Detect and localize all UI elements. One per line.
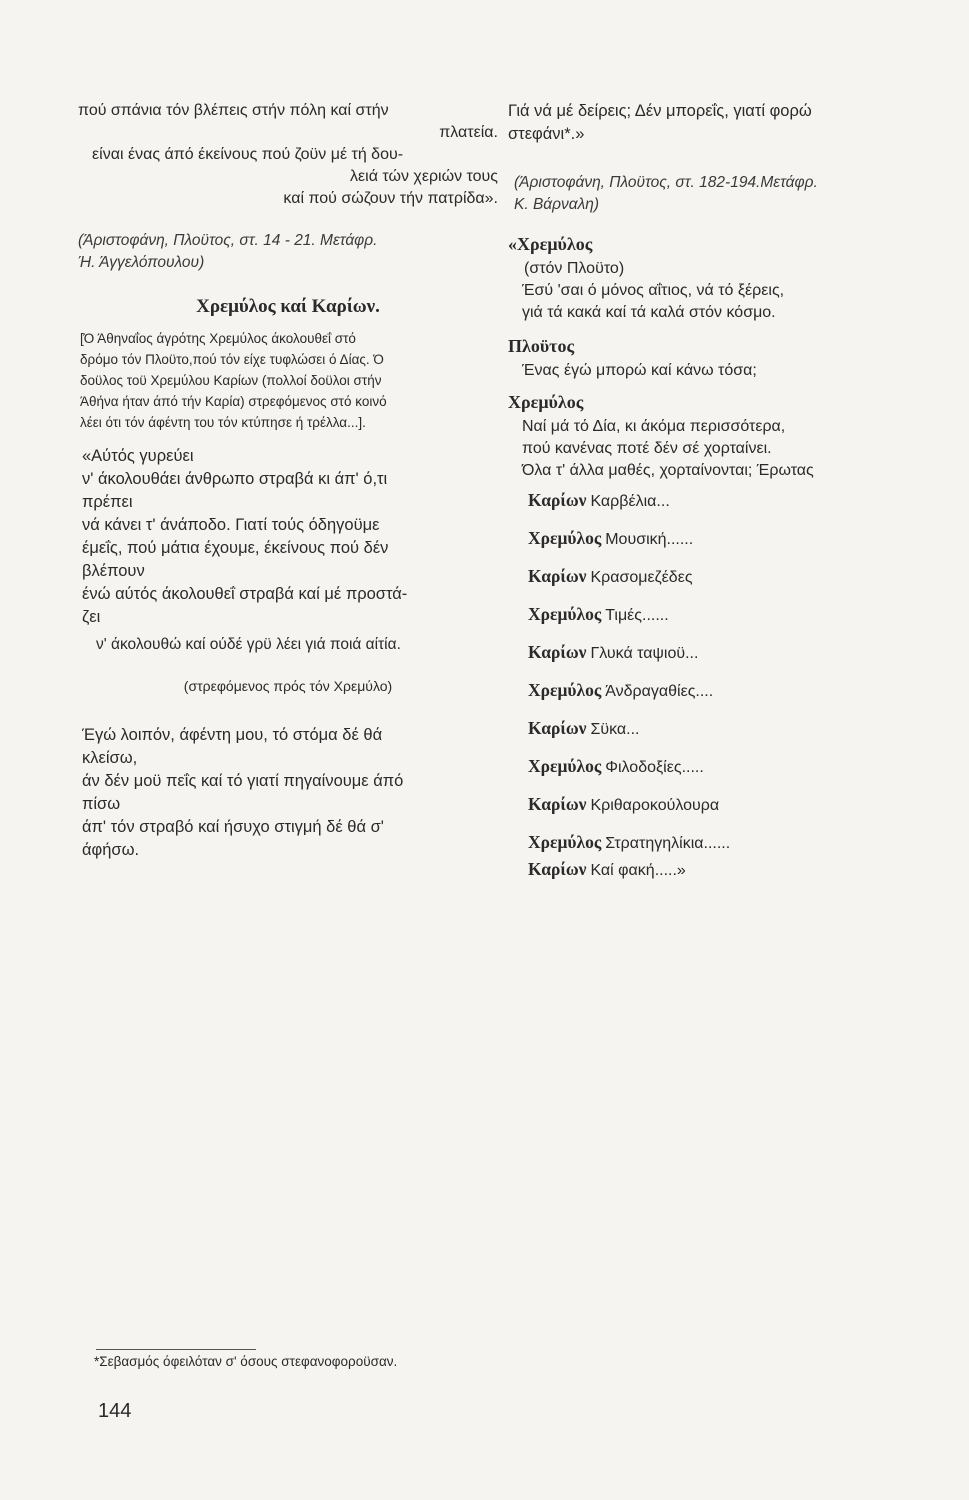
- dialogue-exchange: [528, 678, 918, 703]
- footnote: *Σεβασμός όφειλόταν σ' όσους στεφανοφοροϋσαν.: [94, 1354, 398, 1369]
- verse-block: [82, 724, 498, 862]
- dialogue-text: Κριθαροκούλουρα: [590, 797, 720, 814]
- verse-line: άν δέν μοϋ πεΐς καί τό γιατί πηγαίνουμε άπό: [82, 772, 404, 790]
- speaker-name: «Χρεμύλος: [508, 234, 593, 254]
- dialogue-text: Καρβέλια...: [590, 493, 670, 510]
- verse-line: νά κάνει τ' άνάποδο. Γιατί τούς όδηγοϋμε: [82, 516, 380, 534]
- intro-line: λέει ότι τόν άφέντη του τόν κτύπησε ή τρέλλα...].: [80, 415, 366, 430]
- dialogue-text: Μουσική......: [605, 531, 694, 548]
- dialogue-exchange: [528, 488, 918, 513]
- verse-line: κλείσω,: [82, 749, 138, 767]
- dialogue-exchange: [528, 792, 918, 817]
- intro-line: Άθήνα ήταν άπό τήν Καρία) στρεφόμενος στό κοινό: [80, 394, 387, 409]
- page-number: 144: [98, 1400, 132, 1422]
- dialogue-exchange: [528, 526, 918, 551]
- speaker-name: Χρεμύλος: [528, 832, 602, 852]
- speaker-name: Καρίων: [528, 859, 587, 879]
- dialogue-exchange: [528, 830, 918, 855]
- dialogue-text: Άνδραγαθίες....: [605, 683, 714, 700]
- dialogue-line: πού κανένας ποτέ δέν σέ χορταίνει.: [522, 440, 772, 457]
- stage-direction: (στρεφόμενος πρός τόν Χρεμύλο): [183, 678, 393, 694]
- dialogue-exchange: [528, 716, 918, 741]
- dialogue-exchange: [528, 564, 918, 589]
- speaker-name: Καρίων: [528, 718, 587, 738]
- section-title: Χρεμύλος καί Καρίων.: [196, 296, 380, 317]
- verse-line: άπ' τόν στραβό καί ήσυχο στιγμή δέ θά σ': [82, 818, 384, 836]
- dialogue-text: Στρατηγηλίκια......: [605, 835, 731, 852]
- dialogue-text: Καί φακή.....»: [590, 862, 686, 879]
- speaker-name: Χρεμύλος: [528, 604, 602, 624]
- citation: Ή. Άγγελόπουλου): [78, 254, 205, 271]
- dialogue-exchange: [528, 602, 918, 627]
- verse-line: Έγώ λοιπόν, άφέντη μου, τό στόμα δέ θά: [82, 726, 383, 744]
- verse-line: στεφάνι*.»: [508, 125, 585, 143]
- speaker-name: Καρίων: [528, 794, 587, 814]
- dialogue-line: Όλα τ' άλλα μαθές, χορταίνονται; Έρωτας: [522, 462, 814, 479]
- speaker-name: Καρίων: [528, 490, 587, 510]
- dialogue-line: γιά τά κακά καί τά καλά στόν κόσμο.: [522, 304, 776, 321]
- intro-line: δοϋλος τοϋ Χρεμύλου Καρίων (πολλοί δοϋλοι στήν: [80, 373, 382, 388]
- verse-line: ν' άκολουθάει άνθρωπο στραβά κι άπ' ό,τι: [82, 470, 388, 488]
- dialogue-exchange: [528, 754, 918, 779]
- verse-line: «Αύτός γυρεύει: [82, 447, 194, 465]
- dialogue-line: Έσύ 'σαι ό μόνος αΐτιος, νά τό ξέρεις,: [522, 282, 785, 299]
- dialogue-line: Ναί μά τό Δία, κι άκόμα περισσότερα,: [522, 418, 786, 435]
- citation: (Άριστοφάνη, Πλοϋτος, στ. 14 - 21. Μετάφρ.: [78, 232, 378, 249]
- speaker-name: Καρίων: [528, 566, 587, 586]
- verse-block: [82, 445, 498, 656]
- dialogue-line: Ένας έγώ μπορώ καί κάνω τόσα;: [522, 362, 757, 379]
- poem-line: καί πού σώζουν τήν πατρίδα».: [283, 190, 498, 207]
- intro-line: [Ό Άθηναΐος άγρότης Χρεμύλος άκολουθεΐ στό: [80, 331, 356, 346]
- verse-line: Γιά νά μέ δείρεις; Δέν μπορεΐς, γιατί φορώ: [508, 102, 812, 120]
- dialogue-text: Φιλοδοξίες.....: [605, 759, 704, 776]
- dialogue-exchange: [528, 640, 918, 665]
- dialogue-text: Σϋκα...: [590, 721, 640, 738]
- dialogue-text: Γλυκά ταψιοϋ...: [590, 645, 699, 662]
- citation: (Άριστοφάνη, Πλοϋτος, στ. 182-194.Μετάφρ.: [514, 174, 818, 191]
- verse-line: πρέπει: [82, 493, 133, 511]
- verse-line: πίσω: [82, 795, 121, 813]
- verse-line: έμεΐς, πού μάτια έχουμε, έκείνους πού δέν: [82, 539, 389, 557]
- left-column: [78, 100, 498, 862]
- speaker-name: Χρεμύλος: [528, 528, 602, 548]
- verse-line: ν' άκολουθώ καί ούδέ γρϋ λέει γιά ποιά αίτία.: [96, 636, 401, 653]
- poem-line: πού σπάνια τόν βλέπεις στήν πόλη καί στήν: [78, 102, 389, 119]
- footnote-rule: [96, 1349, 256, 1350]
- intro-line: δρόμο τόν Πλοϋτο,πού τόν είχε τυφλώσει ό Δίας. Ό: [80, 352, 384, 367]
- right-column: [508, 100, 918, 895]
- intro-paragraph: [80, 328, 498, 433]
- poem-line: λειά τών χεριών τους: [350, 168, 498, 185]
- speaker-name: Χρεμύλος: [528, 756, 602, 776]
- speaker-name: Χρεμύλος: [508, 392, 584, 412]
- citation: Κ. Βάρναλη): [514, 196, 599, 213]
- dialogue-text: Κρασομεζέδες: [590, 569, 693, 586]
- speaker-name: Καρίων: [528, 642, 587, 662]
- poem-line: είναι ένας άπό έκείνους πού ζοϋν μέ τή δου-: [92, 146, 404, 163]
- poem-line: πλατεία.: [439, 124, 498, 141]
- verse-line: ζει: [82, 608, 101, 626]
- dialogue-exchange: [528, 857, 918, 882]
- verse-line: βλέπουν: [82, 562, 145, 580]
- verse-line: άφήσω.: [82, 841, 140, 859]
- dialogue-list: [508, 488, 918, 882]
- dialogue-line: (στόν Πλοϋτο): [524, 260, 625, 277]
- verse-line: ένώ αύτός άκολουθεΐ στραβά καί μέ προστά-: [82, 585, 408, 603]
- speaker-name: Χρεμύλος: [528, 680, 602, 700]
- dialogue-text: Τιμές......: [605, 607, 669, 624]
- speaker-name: Πλοϋτος: [508, 336, 575, 356]
